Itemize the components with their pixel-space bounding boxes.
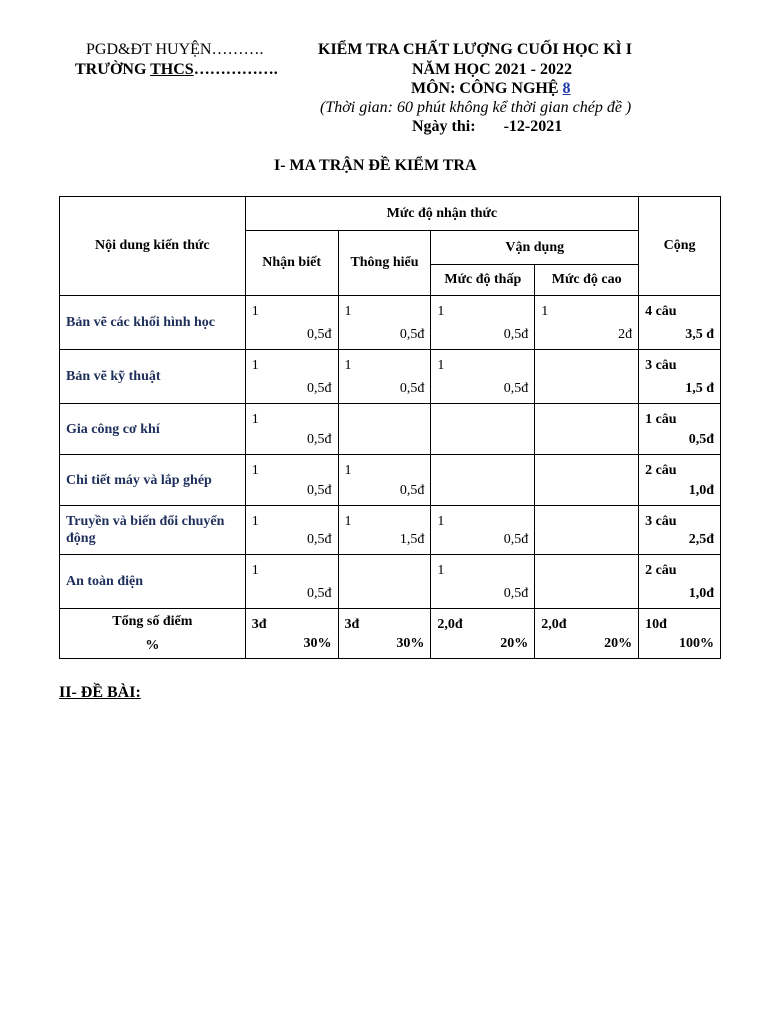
points-value: 0,5đ (399, 483, 425, 498)
topic-column-header: Nội dung kiến thức (60, 197, 246, 296)
row-total-cell (639, 555, 721, 609)
points-value: 0,5đ (399, 327, 425, 342)
table-row (60, 296, 721, 350)
points-value: 0,5đ (503, 586, 529, 601)
table-row (60, 404, 721, 455)
exam-title: KIỂM TRA CHẤT LƯỢNG CUỐI HỌC KÌ I (318, 41, 632, 58)
score-cell-apply-low (431, 455, 535, 506)
points-value: 0,5đ (307, 432, 332, 447)
points-value: 2đ (618, 327, 633, 342)
score-cell-recognize (245, 555, 338, 609)
subject-line (411, 80, 571, 98)
row-total-cell (639, 350, 721, 404)
score-cell-understand (338, 404, 431, 455)
points-value: 1,5đ (399, 532, 425, 547)
topic-cell: Chi tiết máy và lắp ghép (60, 455, 246, 506)
matrix-body (60, 296, 721, 609)
score-cell-understand (338, 350, 431, 404)
summary-points: 3đ (344, 617, 360, 632)
score-cell-understand (338, 555, 431, 609)
summary-percent: 20% (604, 636, 633, 651)
exam-date-label: Ngày thi: (412, 118, 476, 135)
summary-row (60, 609, 721, 659)
points-value: 0,5đ (307, 586, 332, 601)
topic-cell: Bản vẽ kỹ thuật (60, 350, 246, 404)
recognize-column-header: Nhận biết (245, 231, 338, 296)
exam-date-value: -12-2021 (503, 118, 563, 135)
question-count: 1 (437, 304, 445, 319)
summary-cell-total (639, 609, 721, 659)
assessment-matrix-table (59, 196, 721, 659)
summary-cell-understand (338, 609, 431, 659)
total-column-header: Cộng (639, 197, 721, 296)
school-dots: ……………. (193, 61, 278, 78)
subject-label: MÔN: CÔNG NGHỆ (411, 80, 563, 97)
score-cell-apply-low (431, 296, 535, 350)
question-count: 1 (437, 514, 445, 529)
row-total-points: 2,5đ (688, 532, 714, 547)
school-year: NĂM HỌC 2021 - 2022 (412, 61, 572, 78)
summary-label (60, 609, 246, 659)
school-type: THCS (150, 61, 194, 78)
score-cell-recognize (245, 404, 338, 455)
row-total-count: 2 câu (645, 463, 677, 478)
topic-cell: An toàn điện (60, 555, 246, 609)
topic-cell: Truyền và biến đổi chuyển động (60, 506, 246, 555)
section-matrix-title: I- MA TRẬN ĐỀ KIỂM TRA (274, 157, 477, 174)
summary-points: 2,0đ (437, 617, 463, 632)
score-cell-recognize (245, 455, 338, 506)
summary-points: 3đ (251, 617, 267, 632)
exam-date-line (412, 118, 562, 136)
apply-low-column-header: Mức độ thấp (431, 265, 535, 296)
row-total-points: 3,5 đ (685, 327, 714, 342)
table-header-row (60, 197, 721, 231)
row-total-points: 1,0đ (688, 483, 714, 498)
score-cell-understand (338, 296, 431, 350)
row-total-cell (639, 455, 721, 506)
question-count: 1 (251, 463, 259, 478)
summary-percent: 100% (679, 636, 714, 651)
score-cell-apply-high (535, 506, 639, 555)
question-count: 1 (344, 304, 352, 319)
table-row (60, 506, 721, 555)
points-value: 0,5đ (307, 327, 332, 342)
score-cell-apply-low (431, 555, 535, 609)
summary-label-line2: % (145, 637, 160, 653)
apply-high-column-header: Mức độ cao (535, 265, 639, 296)
row-total-count: 2 câu (645, 563, 677, 578)
topic-cell: Gia công cơ khí (60, 404, 246, 455)
row-total-count: 1 câu (645, 412, 677, 427)
score-cell-understand (338, 455, 431, 506)
subject-grade: 8 (562, 80, 571, 97)
question-count: 1 (344, 463, 352, 478)
table-row (60, 350, 721, 404)
score-cell-apply-low (431, 404, 535, 455)
summary-points: 10đ (645, 617, 667, 632)
score-cell-apply-high (535, 296, 639, 350)
score-cell-apply-high (535, 555, 639, 609)
score-cell-apply-high (535, 404, 639, 455)
points-value: 0,5đ (307, 483, 332, 498)
points-value: 0,5đ (307, 381, 332, 396)
summary-cell-recognize (245, 609, 338, 659)
score-cell-recognize (245, 350, 338, 404)
question-count: 1 (251, 358, 259, 373)
summary-percent: 30% (396, 636, 425, 651)
row-total-points: 0,5đ (688, 432, 714, 447)
apply-group-header: Vận dụng (431, 231, 639, 265)
question-count: 1 (437, 358, 445, 373)
score-cell-recognize (245, 296, 338, 350)
department-line: PGD&ĐT HUYỆN………. (86, 41, 264, 58)
question-count: 1 (541, 304, 549, 319)
points-value: 0,5đ (399, 381, 425, 396)
school-prefix: TRƯỜNG (75, 61, 151, 78)
question-count: 1 (437, 563, 445, 578)
summary-points: 2,0đ (541, 617, 567, 632)
row-total-count: 3 câu (645, 358, 677, 373)
row-total-cell (639, 506, 721, 555)
points-value: 0,5đ (503, 381, 529, 396)
table-row (60, 455, 721, 506)
school-line (75, 61, 278, 79)
row-total-count: 3 câu (645, 514, 677, 529)
understand-column-header: Thông hiểu (338, 231, 431, 296)
summary-percent: 20% (500, 636, 529, 651)
question-count: 1 (251, 304, 259, 319)
score-cell-recognize (245, 506, 338, 555)
topic-cell: Bản vẽ các khối hình học (60, 296, 246, 350)
question-count: 1 (344, 514, 352, 529)
points-value: 0,5đ (503, 327, 529, 342)
question-count: 1 (251, 412, 259, 427)
score-cell-apply-high (535, 455, 639, 506)
score-cell-apply-low (431, 350, 535, 404)
score-cell-understand (338, 506, 431, 555)
time-note: (Thời gian: 60 phút không kể thời gian chép đề ) (320, 99, 632, 116)
row-total-cell (639, 296, 721, 350)
row-total-points: 1,0đ (688, 586, 714, 601)
summary-percent: 30% (303, 636, 332, 651)
points-value: 0,5đ (307, 532, 332, 547)
table-row (60, 555, 721, 609)
summary-cell-apply-low (431, 609, 535, 659)
points-value: 0,5đ (503, 532, 529, 547)
row-total-count: 4 câu (645, 304, 677, 319)
row-total-points: 1,5 đ (685, 381, 714, 396)
row-total-cell (639, 404, 721, 455)
question-count: 1 (251, 514, 259, 529)
cognitive-level-header: Mức độ nhận thức (245, 197, 638, 231)
score-cell-apply-high (535, 350, 639, 404)
summary-cell-apply-high (535, 609, 639, 659)
question-count: 1 (344, 358, 352, 373)
question-count: 1 (251, 563, 259, 578)
score-cell-apply-low (431, 506, 535, 555)
summary-label-line1: Tổng số điểm (112, 613, 193, 629)
section-exam-title: II- ĐỀ BÀI: (59, 684, 141, 701)
